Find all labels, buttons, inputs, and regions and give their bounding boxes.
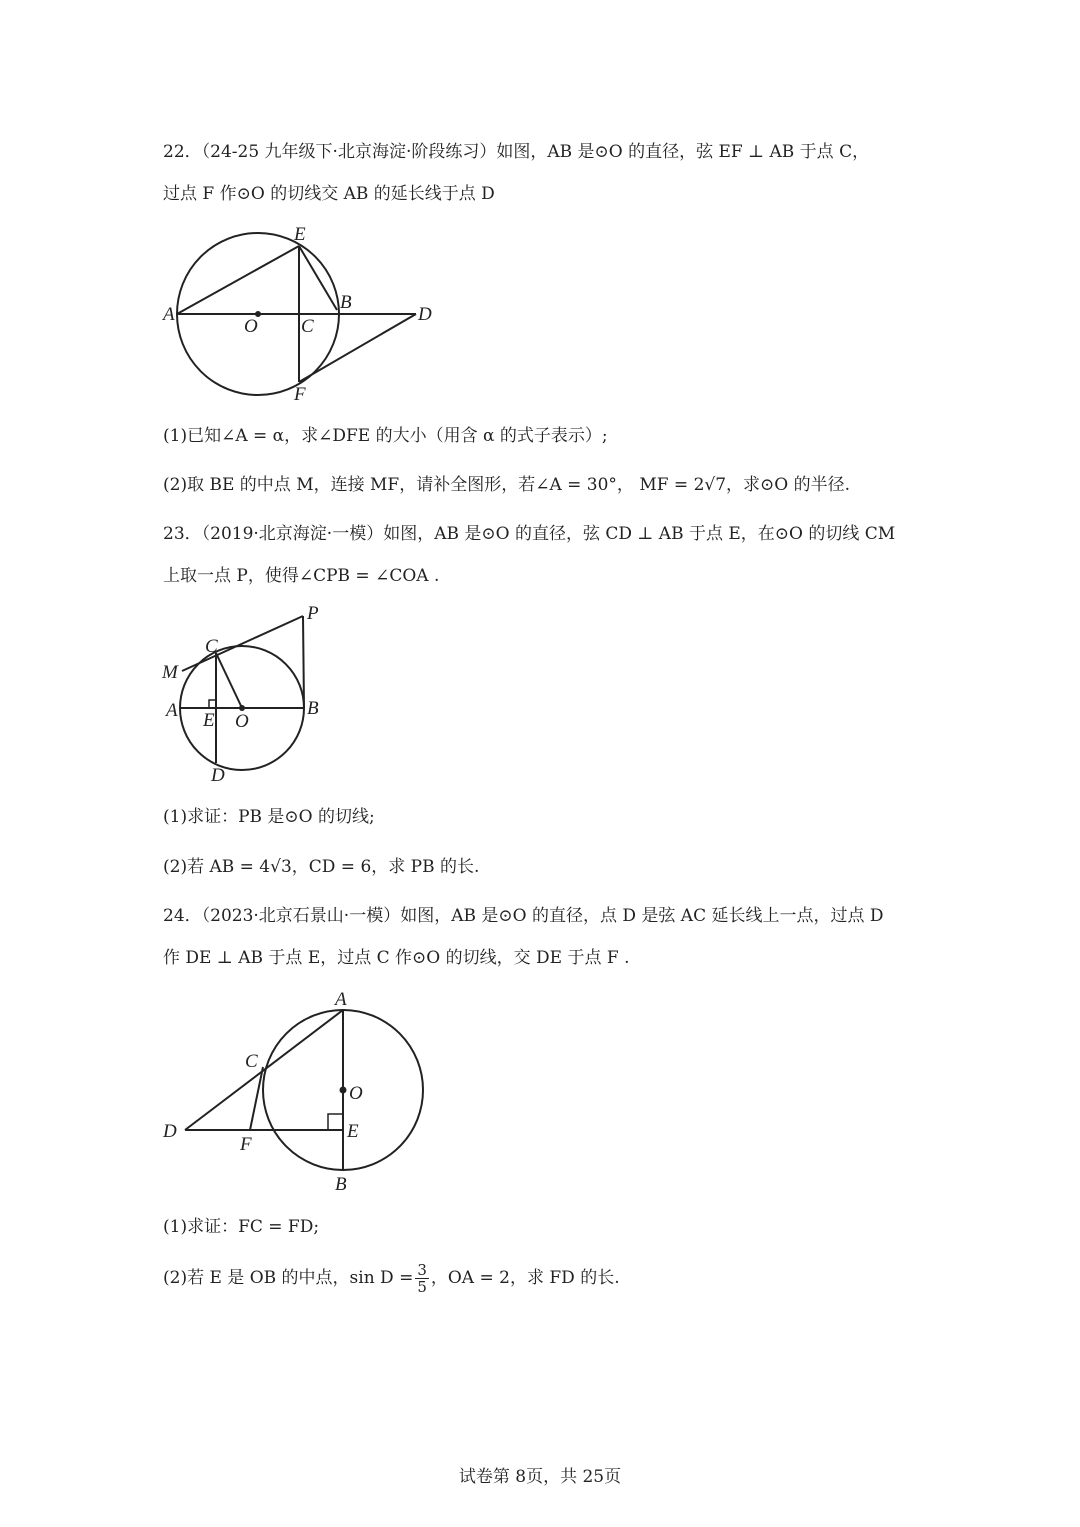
q23-line-PB (303, 616, 304, 708)
q24-label-F: F (240, 1134, 252, 1155)
q23-label-C: C (205, 636, 218, 657)
q23-stem-line1: 23．（2019·北京海淀·一模）如图，AB 是⊙O 的直径，弦 CD ⊥ AB 于点 E，在⊙O 的切线 CM (163, 524, 896, 544)
q23-label-B: B (307, 698, 319, 719)
q24-label-A: A (335, 989, 347, 1010)
q22-part2: (2)取 BE 的中点 M，连接 MF，请补全图形，若∠A = 30°， MF = 2√7，求⊙O 的半径. (163, 475, 851, 495)
q22-label-D: D (418, 304, 432, 325)
q24-stem-line1: 24．（2023·北京石景山·一模）如图，AB 是⊙O 的直径，点 D 是弦 AC 延长线上一点，过点 D (163, 906, 884, 926)
q22-label-A: A (163, 304, 175, 325)
q23-radius-CO (216, 653, 242, 708)
q23-label-O: O (235, 711, 249, 732)
q22-line-AE (177, 246, 299, 314)
q22-label-O: O (244, 316, 258, 337)
q22-label-B: B (340, 292, 352, 313)
q22-tangent-FD (299, 314, 416, 382)
q22-label-F: F (294, 384, 306, 405)
q23-label-D: D (211, 765, 225, 786)
q22-stem-line2: 过点 F 作⊙O 的切线交 AB 的延长线于点 D (163, 184, 495, 204)
q24-part2-pre: (2)若 E 是 OB 的中点，sin D = (163, 1268, 414, 1288)
q24-center-dot (340, 1087, 347, 1094)
q22-figure (160, 220, 460, 405)
page-footer: 试卷第 8页，共 25页 (458, 1467, 622, 1487)
q24-right-angle-mark (328, 1114, 343, 1130)
q24-label-B: B (335, 1174, 347, 1195)
q23-right-angle-mark (209, 700, 216, 708)
q22-label-C: C (301, 316, 314, 337)
q24-part2-post: ，OA = 2，求 FD 的长. (430, 1268, 620, 1288)
q23-label-A: A (166, 700, 178, 721)
q23-figure (160, 598, 340, 788)
q24-fraction-num: 3 (417, 1261, 427, 1279)
q24-label-O: O (349, 1083, 363, 1104)
q24-part1: (1)求证：FC = FD; (163, 1217, 320, 1237)
q24-line-DA (185, 1010, 343, 1130)
q23-label-P: P (307, 603, 319, 624)
q24-fraction-den: 5 (417, 1278, 427, 1296)
q24-label-D: D (163, 1121, 177, 1142)
q23-label-E: E (203, 710, 215, 731)
q23-part2: (2)若 AB = 4√3，CD = 6，求 PB 的长. (163, 857, 480, 877)
q23-part1: (1)求证：PB 是⊙O 的切线; (163, 807, 375, 827)
q22-label-E: E (294, 224, 306, 245)
q24-label-C: C (245, 1051, 258, 1072)
q24-label-E: E (347, 1121, 359, 1142)
q24-part2 (163, 1262, 620, 1295)
q24-fraction (415, 1262, 429, 1295)
q24-figure (160, 985, 440, 1195)
q23-label-M: M (162, 662, 178, 683)
q22-stem-line1: 22．（24-25 九年级下·北京海淀·阶段练习）如图，AB 是⊙O 的直径，弦 EF ⊥ AB 于点 C， (163, 142, 870, 162)
q22-part1: (1)已知∠A = α，求∠DFE 的大小（用含 α 的式子表示）; (163, 426, 608, 446)
q23-stem-line2: 上取一点 P，使得∠CPB = ∠COA . (163, 566, 440, 586)
q24-stem-line2: 作 DE ⊥ AB 于点 E，过点 C 作⊙O 的切线，交 DE 于点 F . (163, 948, 630, 968)
